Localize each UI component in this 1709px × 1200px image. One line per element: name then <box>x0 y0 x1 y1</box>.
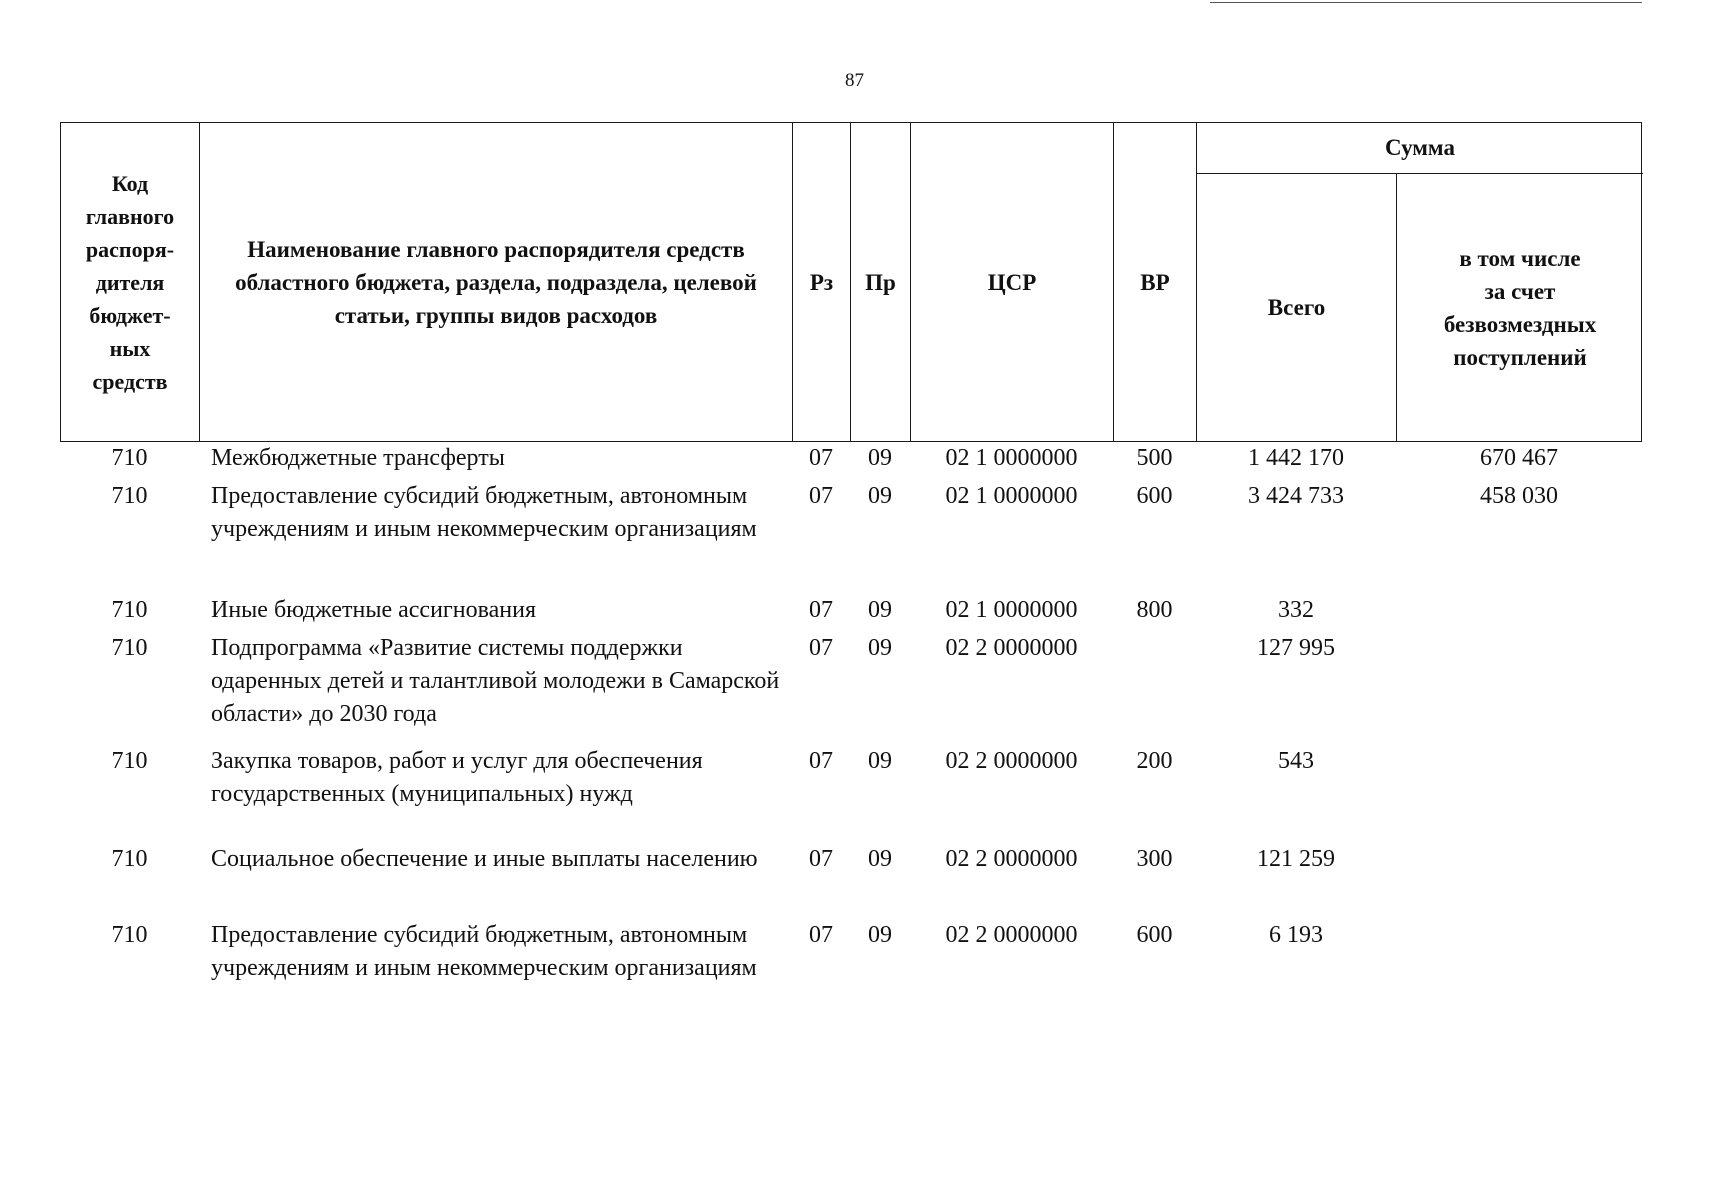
cell-code: 710 <box>111 635 148 661</box>
table-header <box>60 122 1642 442</box>
header-code-line: дителя <box>95 269 165 295</box>
cell-pr: 09 <box>868 445 892 471</box>
cell-csr: 02 2 0000000 <box>945 635 1078 661</box>
cell-total: 1 442 170 <box>1248 445 1344 471</box>
header-free-line: поступлений <box>1453 344 1587 370</box>
cell-pr: 09 <box>868 846 892 872</box>
cell-code: 710 <box>111 846 148 872</box>
cell-vr: 600 <box>1136 483 1173 509</box>
header-code-column <box>61 123 200 441</box>
cell-free: 458 030 <box>1480 483 1558 509</box>
scan-edge-line <box>1210 2 1642 3</box>
cell-csr: 02 1 0000000 <box>945 483 1078 509</box>
cell-name: Закупка товаров, работ и услуг для обеспечения государственных (муниципальных) нужд <box>211 748 703 807</box>
cell-pr: 09 <box>868 597 892 623</box>
page-number: 87 <box>845 70 864 91</box>
cell-total: 543 <box>1278 748 1314 774</box>
header-pr-label: Пр <box>865 269 896 295</box>
header-csr-column <box>911 123 1114 441</box>
header-vr-label: ВР <box>1140 269 1170 295</box>
cell-rz: 07 <box>809 922 833 948</box>
cell-code: 710 <box>111 597 148 623</box>
cell-rz: 07 <box>809 483 833 509</box>
cell-code: 710 <box>111 922 148 948</box>
header-name-column <box>200 123 793 441</box>
cell-rz: 07 <box>809 635 833 661</box>
cell-free: 670 467 <box>1480 445 1558 471</box>
cell-name: Предоставление субсидий бюджетным, автономным учреждениям и иным некоммерческим организациям <box>211 922 757 981</box>
header-free-column <box>1397 174 1643 441</box>
header-rz-column <box>793 123 851 441</box>
cell-pr: 09 <box>868 748 892 774</box>
cell-vr: 200 <box>1136 748 1173 774</box>
cell-csr: 02 1 0000000 <box>945 597 1078 623</box>
header-pr-column <box>851 123 911 441</box>
header-code-line: ных <box>109 335 151 361</box>
header-free-line: за счет <box>1484 278 1556 304</box>
cell-name: Иные бюджетные ассигнования <box>211 597 536 623</box>
cell-vr: 600 <box>1136 922 1173 948</box>
header-vr-column <box>1114 123 1197 441</box>
cell-name: Предоставление субсидий бюджетным, автономным учреждениям и иным некоммерческим организациям <box>211 483 757 542</box>
cell-name: Социальное обеспечение и иные выплаты населению <box>211 846 758 872</box>
cell-total: 121 259 <box>1257 846 1335 872</box>
header-total-label: Всего <box>1267 294 1326 320</box>
header-free-line: в том числе <box>1459 245 1581 271</box>
header-code-line: главного <box>85 203 175 229</box>
cell-total: 3 424 733 <box>1248 483 1344 509</box>
cell-pr: 09 <box>868 635 892 661</box>
header-code-line: бюджет- <box>89 302 171 328</box>
cell-name: Подпрограмма «Развитие системы поддержки одаренных детей и талантливой молодежи в Самарской области» до 2030 года <box>211 635 780 727</box>
cell-pr: 09 <box>868 922 892 948</box>
cell-rz: 07 <box>809 597 833 623</box>
header-name-label: Наименование главного распорядителя средств областного бюджета, раздела, подраздела, целевой статьи, группы видов расходов <box>235 236 757 328</box>
cell-code: 710 <box>111 445 148 471</box>
cell-pr: 09 <box>868 483 892 509</box>
cell-csr: 02 2 0000000 <box>945 748 1078 774</box>
header-rz-label: Рз <box>809 269 834 295</box>
cell-vr: 300 <box>1136 846 1173 872</box>
cell-rz: 07 <box>809 748 833 774</box>
cell-csr: 02 2 0000000 <box>945 922 1078 948</box>
cell-csr: 02 2 0000000 <box>945 846 1078 872</box>
cell-code: 710 <box>111 483 148 509</box>
header-total-column <box>1197 174 1397 441</box>
cell-csr: 02 1 0000000 <box>945 445 1078 471</box>
header-code-line: распоря- <box>85 236 175 262</box>
cell-name: Межбюджетные трансферты <box>211 445 505 471</box>
cell-vr: 500 <box>1136 445 1173 471</box>
header-sum-label: Сумма <box>1197 123 1643 174</box>
header-code-line: Код <box>111 170 149 196</box>
cell-vr: 800 <box>1136 597 1173 623</box>
cell-rz: 07 <box>809 846 833 872</box>
header-csr-label: ЦСР <box>987 269 1037 295</box>
cell-total: 127 995 <box>1257 635 1335 661</box>
cell-total: 6 193 <box>1269 922 1323 948</box>
cell-rz: 07 <box>809 445 833 471</box>
cell-code: 710 <box>111 748 148 774</box>
header-free-line: безвозмездных <box>1443 311 1597 337</box>
header-code-line: средств <box>92 368 168 394</box>
header-sum-group <box>1197 123 1643 441</box>
cell-total: 332 <box>1278 597 1314 623</box>
